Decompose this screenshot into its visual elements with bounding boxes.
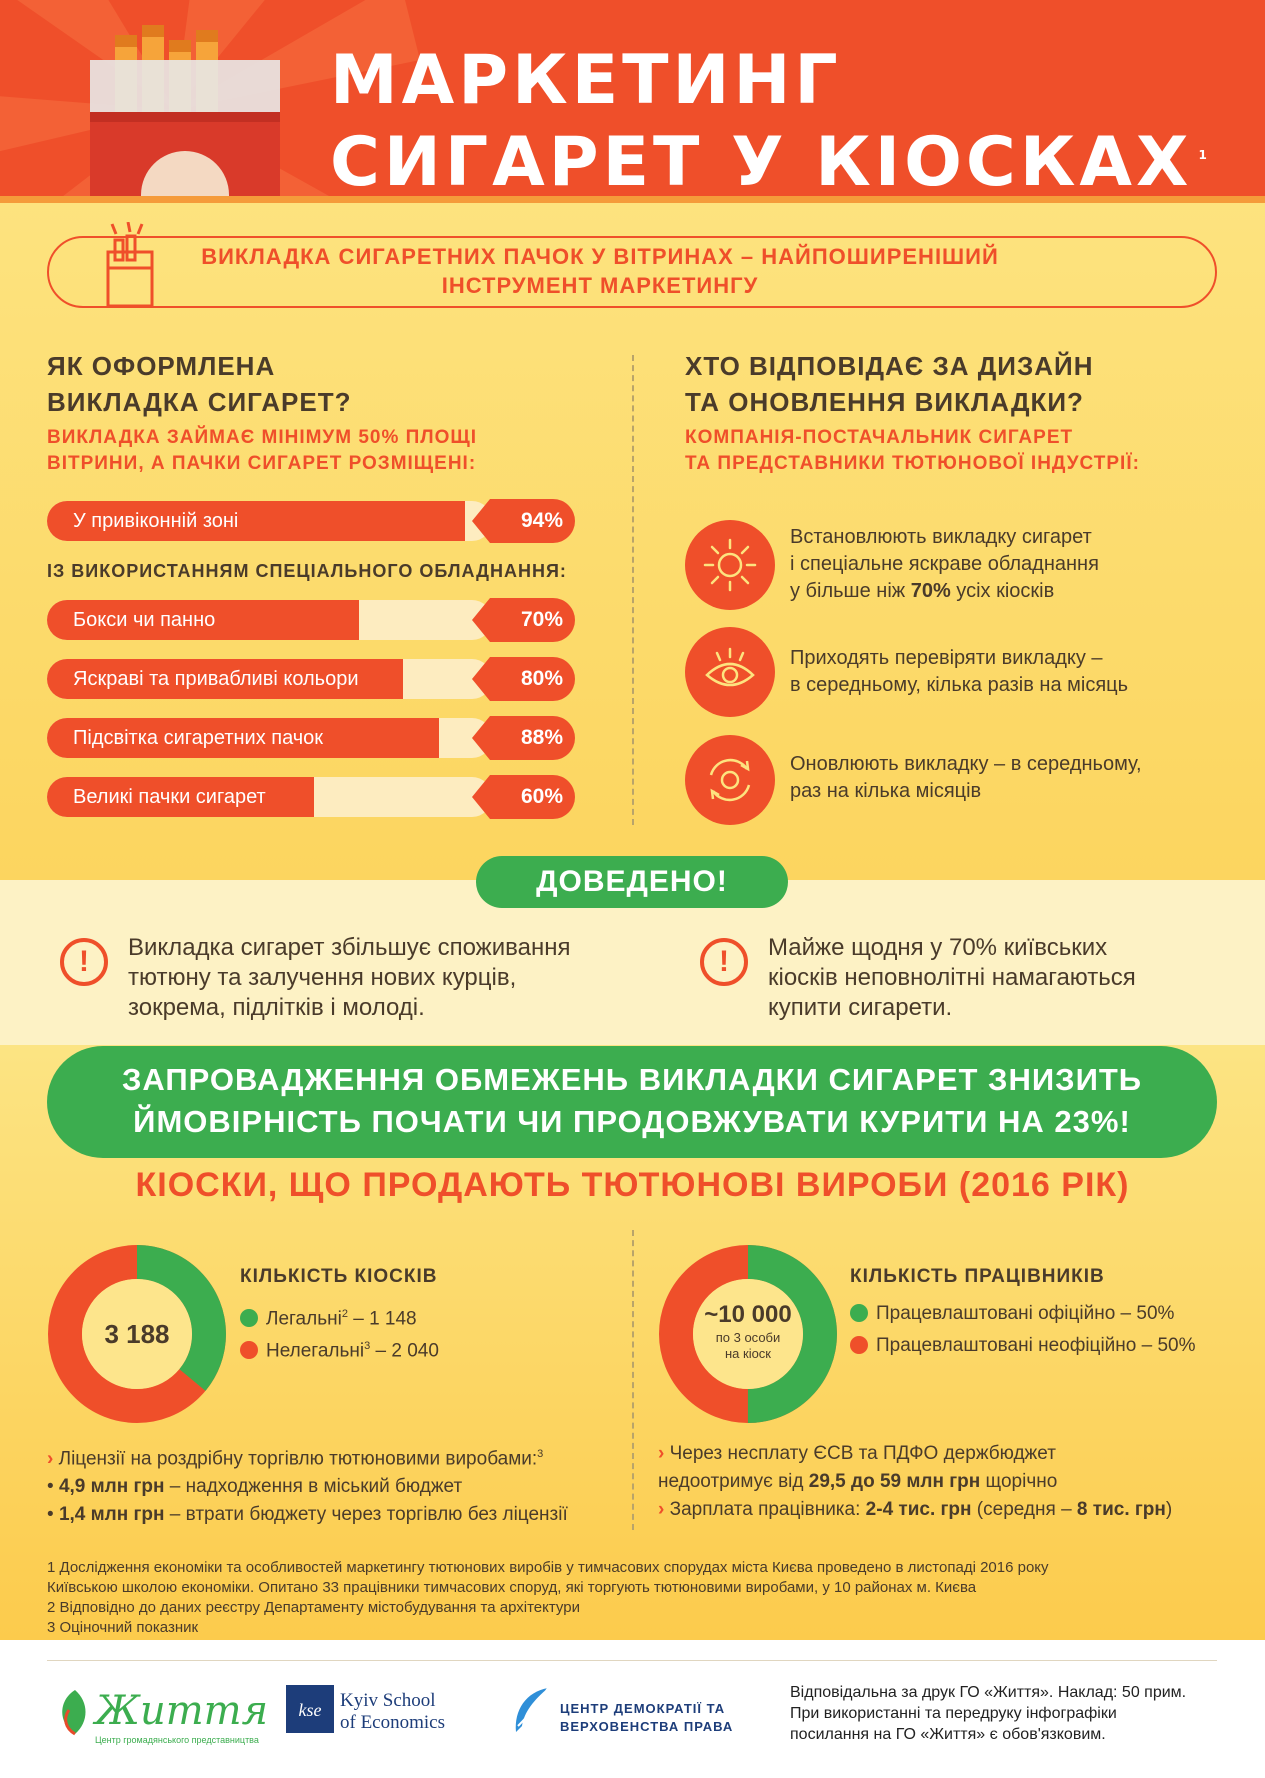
budget-notes: › Через несплату ЄСВ та ПДФО держбюджет недоотримує від 29,5 до 59 млн грн щорічно › Зарплата працівника: 2-4 тис. грн (середня – 8 тис. грн)	[658, 1443, 1173, 1520]
sun-icon	[685, 520, 775, 610]
kiosks-total: 3 188	[104, 1319, 170, 1349]
bar-value: 70%	[490, 598, 575, 642]
bar-label: У привіконній зоні	[73, 510, 239, 532]
warning-icon: !	[700, 938, 748, 986]
proven-badge: ДОВЕДЕНО!	[476, 856, 788, 908]
legend-unofficial: Працевлаштовані неофіційно – 50%	[850, 1334, 1195, 1358]
democracy-center-logo-text: ЦЕНТР ДЕМОКРАТІЇ ТА ВЕРХОВЕНСТВА ПРАВА	[560, 1701, 734, 1734]
bar-big-packs	[47, 777, 492, 817]
conclusion-banner: ЗАПРОВАДЖЕННЯ ОБМЕЖЕНЬ ВИКЛАДКИ СИГАРЕТ ЗНИЗИТЬ ЙМОВІРНІСТЬ ПОЧАТИ ЧИ ПРОДОВЖУВАТИ КУРИТИ НА 23%!	[47, 1046, 1217, 1158]
footnotes: 1 Дослідження економіки та особливостей маркетингу тютюнових виробів у тимчасових спорудах міста Києва проведено в листопаді 2016 року Київською школою економіки. Опитано 33 працівники тимчасових споруд, які торгують тютюновими виробами, у 10 районах м. Києва 2 Відповідно до даних реєстру Департаменту містобудування та архітектури 3 Оціночний показник	[47, 1559, 1049, 1636]
bar-label: Великі пачки сигарет	[73, 786, 266, 808]
header-divider	[0, 196, 1265, 203]
legend-dot-green	[850, 1304, 868, 1322]
bar-window-zone	[47, 501, 492, 541]
left-subheading: ВИКЛАДКА ЗАЙМАЄ МІНІМУМ 50% ПЛОЩІ ВІТРИНИ, А ПАЧКИ СИГАРЕТ РОЗМІЩЕНІ:	[47, 427, 478, 474]
bar-value: 94%	[490, 499, 575, 543]
license-notes: › Ліцензії на роздрібну торгівлю тютюновими виробами:$^3$ • 4,9 млн грн – надходження в міський бюджет • 1,4 млн грн – втрати бюджету через торгівлю без ліцензії	[47, 1448, 568, 1526]
bar-label: Підсвітка сигаретних пачок	[73, 727, 324, 749]
imprint-text: Відповідальна за друк ГО «Життя». Наклад: 50 прим. При використанні та передруку інфографіки посилання на ГО «Життя» є обов'язковим.	[790, 1684, 1187, 1743]
right-heading: ХТО ВІДПОВІДАЄ ЗА ДИЗАЙН ТА ОНОВЛЕННЯ ВИКЛАДКИ?	[685, 351, 1094, 417]
chevron-right-icon: ›	[658, 1499, 665, 1520]
svg-text:kse: kse	[298, 1700, 322, 1720]
kse-logo-icon	[285, 1684, 335, 1734]
workers-total: ~10 000 по 3 особи на кіоск	[704, 1301, 792, 1361]
kiosks-count-heading: КІЛЬКІСТЬ КІОСКІВ	[240, 1266, 438, 1287]
bar-backlight	[47, 718, 492, 758]
zhyttia-logo: Життя	[95, 1688, 269, 1734]
bar-value: 88%	[490, 716, 575, 760]
right-item-install: Встановлюють викладку сигарет і спеціальне яскраве обладнання у більше ніж 70% усіх кіосків	[790, 526, 1099, 602]
right-item-check: Приходять перевіряти викладку – в середньому, кілька разів на місяць	[790, 647, 1129, 696]
column-divider	[632, 1230, 634, 1530]
zhyttia-logo-subtitle: Центр громадянського представництва	[95, 1735, 259, 1745]
kiosks-title: КІОСКИ, ЩО ПРОДАЮТЬ ТЮТЮНОВІ ВИРОБИ (2016 РІК)	[135, 1166, 1130, 1204]
cigarette-pack-icon	[80, 20, 280, 196]
warning-icon: !	[60, 938, 108, 986]
banner-text: ВИКЛАДКА СИГАРЕТНИХ ПАЧОК У ВІТРИНАХ – НАЙПОШИРЕНІШИЙ ІНСТРУМЕНТ МАРКЕТИНГУ	[201, 244, 999, 298]
legend-dot-green	[240, 1309, 258, 1327]
bar-bright-colors	[47, 659, 492, 699]
bar-label: Яскраві та привабливі кольори	[73, 668, 359, 690]
legend-legal: Легальні$^2$ – 1 148	[240, 1302, 417, 1331]
refresh-icon	[685, 735, 775, 825]
bar-boxes	[47, 600, 492, 640]
bar-value: 60%	[490, 775, 575, 819]
proven-fact-1: Викладка сигарет збільшує споживання тютюну та залучення нових курців, зокрема, підлітків і молоді.	[128, 934, 571, 1021]
workers-count-heading: КІЛЬКІСТЬ ПРАЦІВНИКІВ	[850, 1266, 1105, 1287]
leaf-logo-icon	[55, 1688, 93, 1736]
legend-illegal: Нелегальні$^3$ – 2 040	[240, 1334, 439, 1363]
kse-logo-text: Kyiv School of Economics	[340, 1690, 446, 1733]
left-heading: ЯК ОФОРМЛЕНА ВИКЛАДКА СИГАРЕТ?	[47, 351, 352, 417]
footer-divider	[47, 1660, 1217, 1661]
proven-fact-2: Майже щодня у 70% київських кіосків неповнолітні намагаються купити сигарети.	[768, 934, 1136, 1021]
bar-label: Бокси чи панно	[73, 609, 216, 631]
equipment-heading: ІЗ ВИКОРИСТАННЯМ СПЕЦІАЛЬНОГО ОБЛАДНАННЯ:	[47, 561, 567, 581]
column-divider	[632, 355, 634, 825]
legend-official: Працевлаштовані офіційно – 50%	[850, 1302, 1174, 1326]
chevron-right-icon: ›	[47, 1448, 54, 1470]
right-subheading: КОМПАНІЯ-ПОСТАЧАЛЬНИК СИГАРЕТ ТА ПРЕДСТАВНИКИ ТЮТЮНОВОЇ ІНДУСТРІЇ:	[685, 427, 1140, 474]
header	[0, 0, 1265, 196]
right-item-update: Оновлюють викладку – в середньому, раз на кілька місяців	[790, 753, 1142, 802]
legend-dot-orange	[850, 1336, 868, 1354]
bar-value: 80%	[490, 657, 575, 701]
legend-dot-orange	[240, 1341, 258, 1359]
page-title: МАРКЕТИНГ СИГАРЕТ У КІОСКАХ $^1$	[330, 41, 1207, 196]
chevron-right-icon: ›	[658, 1443, 665, 1464]
eye-icon	[685, 627, 775, 717]
feather-logo-icon	[508, 1686, 554, 1736]
